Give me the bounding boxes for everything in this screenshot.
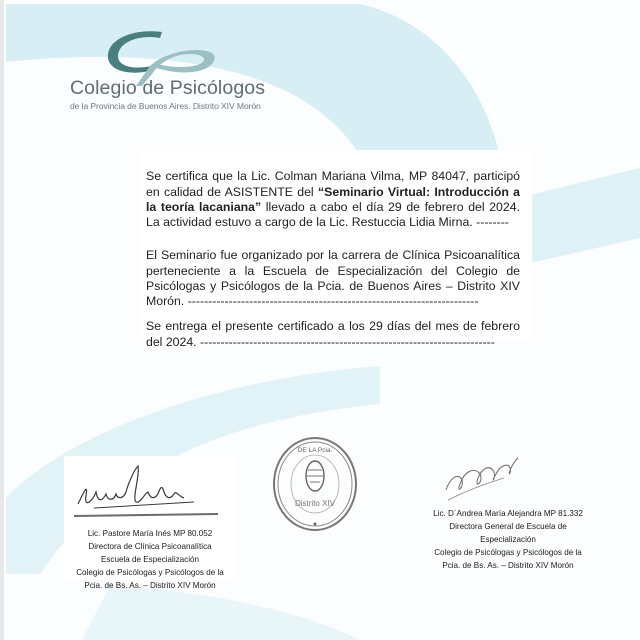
right-signatory-caption [414,508,602,573]
right-signatory-role: Directora General de Escuela de [449,521,567,531]
left-signatory-name: Lic. Pastore María Inés MP 80.052 [87,529,213,538]
left-signatory-caption [64,528,236,593]
official-stamp-icon [272,436,358,532]
left-signatory-institution: Colegio de Psicólogas y Psicólogos de la [76,567,224,577]
right-signatory-role-cont: Especialización [480,534,536,544]
svg-text:DE LA Pcia.: DE LA Pcia. [297,447,333,454]
paragraph-1-details: llevado a cabo el día 29 de febrero del 2024. La actividad estuvo a cargo de la Lic. Restuccia Lidia Mirna. -------- [146,199,520,230]
seminar-title: “Seminario Virtual: Introducción a la teoría lacaniana” [146,184,521,214]
logo-subtitle: de la Provincia de Buenos Aires. Distrito XIV Morón [70,101,261,111]
handwritten-signature-icon [440,456,524,504]
handwritten-signature-icon [74,462,214,514]
svg-text:Distrito XIV: Distrito XIV [294,499,336,508]
right-signatory-institution: Colegio de Psicólogas y Psicólogos de la [434,547,582,557]
certificate-paragraph-1 [146,169,520,230]
page-edge [0,0,4,640]
logo-title: Colegio de Psicólogos [70,77,266,99]
certificate-paragraph-3: Se entrega el presente certificado a los 29 días del mes de febrero del 2024. ------------------------------------------------------------------------ [146,319,520,349]
right-signatory-name: Lic. D´Andrea María Alejandra MP 81.332 [433,509,583,518]
certificate-paragraph-2: El Seminario fue organizado por la carrera de Clínica Psicoanalítica perteneciente a la Escuela de Especialización del Colegio de Psicólogas y Psicólogos de la Pcia. de Buenos Aires – Distrito XIV Morón. ----------------------------------------------------------------------- [146,248,520,309]
institution-logo [66,26,266,116]
left-signatory-school: Escuela de Especialización [100,554,200,564]
right-signatory-district: Pcia. de Bs. As. – Distrito XIV Morón [442,560,574,570]
left-signatory-district: Pcia. de Bs. As. – Distrito XIV Morón [84,580,216,590]
left-signatory-role: Directora de Clínica Psicoanalítica [88,541,212,551]
paragraph-1-intro: Se certifica que la Lic. Colman Mariana Vilma, MP 84047, participó en calidad de ASISTENTE del [146,169,520,199]
